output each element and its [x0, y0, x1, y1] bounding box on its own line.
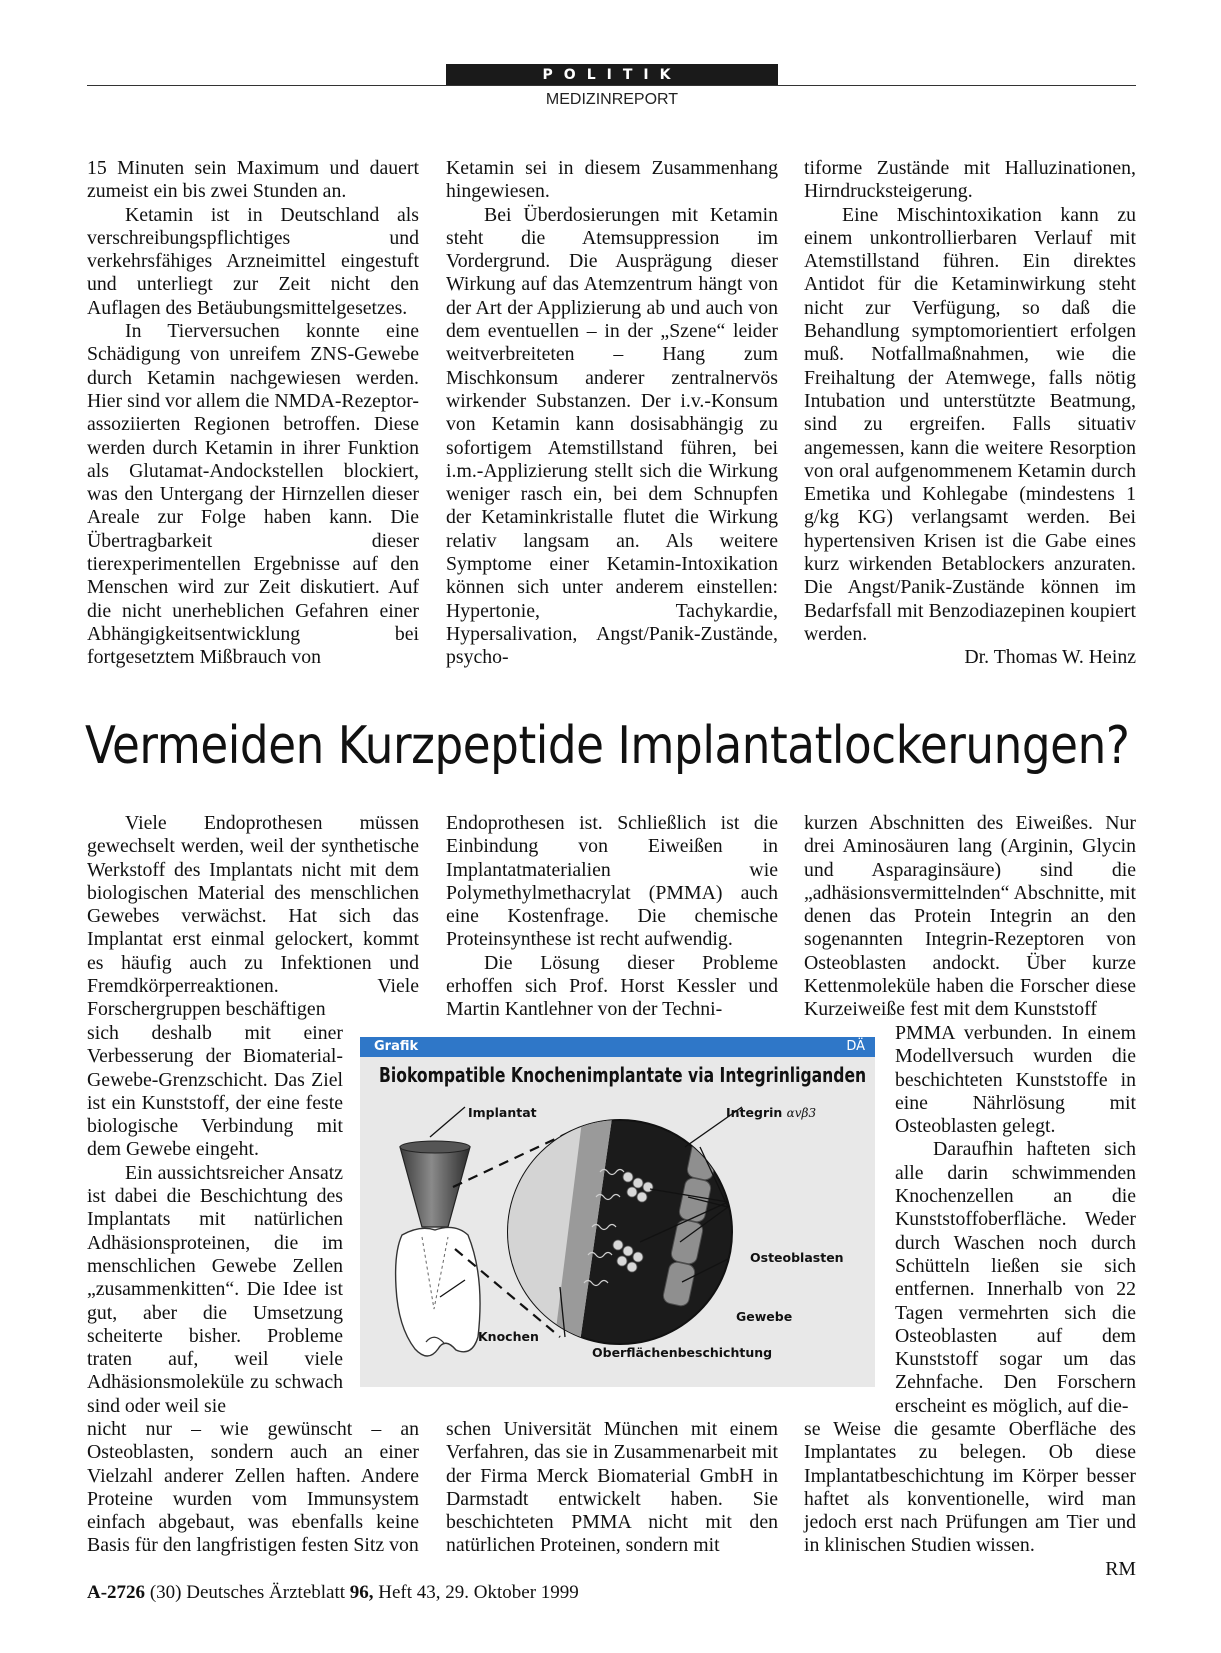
footer-journal: (30) Deutsches Ärzteblatt	[149, 1582, 346, 1603]
paragraph: Eine Mischintoxikation kann zu einem unkontrollierbaren Verlauf mit Atemstillstand führen. Ein direktes Antidot für die Ketaminwirkung steht nicht zur Verfügung, so daß die Behandlung symptomorientiert erfolgen muß. Notfallmaßnahmen, wie die Freihaltung der Atemwege, falls nötig Intubation und unterstützte Beatmung, sind zu ergreifen. Falls situativ angemessen, kann die weitere Resorption von oral aufgenommenem Ketamin durch Emetika und Kohlegabe (mindestens 1 g/kg KG) verlangsamt werden. Bei hypertensiven Krisen ist die Gabe eines kurz wirkenden Betablockers anzuraten. Die Angst/Panik-Zustände können im Bedarfsfall mit Benzodiazepinen koupiert werden.	[804, 203, 1136, 645]
paragraph: nicht nur – wie gewünscht – an Osteoblasten, sondern auch an einer Vielzahl anderer Zellen haften. Andere Proteine wurden vom Immunsystem einfach abgebaut, was ebenfalls keine Basis für den langfristigen festen Sitz von	[87, 1418, 419, 1557]
figure-source: DÄ	[846, 1039, 865, 1054]
top-article-column-1	[87, 157, 419, 670]
page-footer	[87, 1582, 579, 1604]
paragraph: Ketamin ist in Deutschland als verschreibungspflichtiges und verkehrsfähiges Arzneimittel eingestuft und unterliegt zur Zeit nicht den Auflagen des Betäubungsmittelgesetzes.	[87, 203, 419, 319]
main-column-2-bottom	[446, 1418, 778, 1558]
main-column-1-top	[87, 812, 419, 1022]
paragraph: se Weise die gesamte Oberfläche des Implantates zu belegen. Ob diese Implantatbeschichtung im Körper besser haftet als konventionelle, wird man jedoch erst nach Prüfungen am Tier und in klinischen Studien wissen.	[804, 1418, 1136, 1557]
paragraph: Ein aussichtsreicher Ansatz ist dabei die Beschichtung des Implantats mit natürlichen Adhäsionsproteinen, die im menschlichen Gewebe Zellen „zusammenkitten“. Die Idee ist gut, aber die Umsetzung scheiterte bisher. Probleme traten auf, weil viele Adhäsionsmoleküle zu schwach sind oder weil sie	[87, 1161, 343, 1417]
label-knochen: Knochen	[478, 1329, 539, 1344]
label-integrin-text: Integrin	[726, 1105, 783, 1120]
top-article-column-2	[446, 157, 778, 670]
main-column-3-top	[804, 812, 1136, 1022]
paragraph: Viele Endoprothesen müssen gewechselt werden, weil der synthetische Werkstoff des Implantats nicht mit dem biologischen Material des menschlichen Gewebes verwächst. Hat sich das Implantat erst einmal gelockert, kommt es häufig auch zu Infektionen und Fremdkörperreaktionen. Viele Forschergruppen beschäftigen	[87, 812, 419, 1021]
paragraph: In Tierversuchen konnte eine Schädigung von unreifem ZNS-Gewebe durch Ketamin nachgewiesen werden. Hier sind vor allem die NMDA-Rezeptor-assoziierten Regionen betroffen. Diese werden durch Ketamin in ihrer Funktion als Glutamat-Andockstellen blockiert, was den Untergang der Hirnzellen dieser Areale zur Folge haben kann. Die Übertragbarkeit dieser tierexperimentellen Ergebnisse auf den Menschen wird zur Zeit diskutiert. Auf die nicht unerheblichen Gefahren einer Abhängigkeitsentwicklung bei fortgesetztem Mißbrauch von	[87, 320, 419, 669]
main-column-3-bottom	[804, 1418, 1136, 1581]
main-column-1-narrow	[87, 1022, 343, 1418]
paragraph: 15 Minuten sein Maximum und dauert zumeist ein bis zwei Stunden an.	[87, 157, 419, 203]
paragraph: sich deshalb mit einer Verbesserung der Biomaterial-Gewebe-Grenzschicht. Das Ziel ist ein Kunststoff, der eine feste biologische Verbindung mit dem Gewebe eingeht.	[87, 1022, 343, 1161]
paragraph: Daraufhin hafteten sich alle darin schwimmenden Knochenzellen an die Kunststoffoberfläche. Weder durch Waschen noch durch Schütteln ließen sie sich entfernen. Innerhalb von 22 Tagen vermehrten sich die Osteoblasten auf dem Kunststoff sogar um das Zehnfache. Den Forschern erscheint es möglich, auf die-	[895, 1138, 1136, 1417]
label-integrin-subscript: αvβ3	[786, 1106, 817, 1120]
paragraph: Bei Überdosierungen mit Ketamin steht die Atemsuppression im Vordergrund. Die Ausprägung dieser Wirkung auf das Atemzentrum hängt von der Art der Applizierung ab und auch von dem eventuellen – in der „Szene“ leider weitverbreiteten – Hang zum Mischkonsum anderer zentralnervös wirkender Substanzen. Der i.v.-Konsum von Ketamin kann dosisabhängig zu sofortigem Atemstillstand führen, bei i.m.-Applizierung stellt sich die Wirkung weniger rasch ein, bei dem Schnupfen der Ketaminkristalle flutet die Wirkung relativ langsam an. Als weitere Symptome einer Ketamin-Intoxikation können sich unter anderem einstellen: Hypertonie, Tachykardie, Hypersalivation, Angst/Panik-Zustände, psycho-	[446, 203, 778, 669]
paragraph: tiforme Zustände mit Halluzinationen, Hirndrucksteigerung.	[804, 157, 1136, 203]
implant-illustration	[360, 1037, 875, 1387]
implant-cup-rim	[400, 1141, 470, 1153]
subsection-label: MEDIZINREPORT	[545, 91, 679, 108]
paragraph: PMMA verbunden. In einem Modellversuch wurden die beschichteten Kunststoffe in eine Nährlösung mit Osteoblasten gelegt.	[895, 1022, 1136, 1138]
section-label: POLITIK	[446, 64, 778, 86]
paragraph: schen Universität München mit einem Verfahren, das sie in Zusammenarbeit mit der Firma Merck Biomaterial GmbH in Darmstadt entwickelt haben. Sie beschichteten PMMA nicht mit den natürlichen Proteinen, sondern mit	[446, 1418, 778, 1557]
label-oberflaechenbeschichtung: Oberflächenbeschichtung	[592, 1345, 773, 1360]
paragraph: kurzen Abschnitten des Eiweißes. Nur drei Aminosäuren lang (Arginin, Glycin und Asparaginsäure) sind die „adhäsionsvermittelnden“ Abschnitte, mit denen das Protein Integrin an den sogenannten Integrin-Rezeptoren von Osteoblasten andockt. Über kurze Kettenmoleküle haben die Forscher diese Kurzeiweiße fest mit dem Kunststoff	[804, 812, 1136, 1021]
main-column-3-narrow	[895, 1022, 1136, 1418]
main-column-2-top	[446, 812, 778, 1022]
label-gewebe: Gewebe	[736, 1309, 793, 1324]
label-osteoblasten: Osteoblasten	[750, 1250, 844, 1265]
top-article-column-3	[804, 157, 1136, 670]
label-integrin	[726, 1105, 816, 1120]
figure-implant-diagram	[360, 1037, 875, 1387]
article-headline: Vermeiden Kurzpeptide Implantatlockerungen?	[85, 716, 1130, 776]
figure-tag: Grafik	[374, 1039, 419, 1054]
header-rule	[87, 85, 1136, 86]
page-number: A-2726	[87, 1582, 146, 1603]
footer-volume: 96,	[349, 1582, 374, 1603]
paragraph: Die Lösung dieser Probleme erhoffen sich Prof. Horst Kessler und Martin Kantlehner von der Techni-	[446, 951, 778, 1021]
paragraph: Ketamin sei in diesem Zusammenhang hingewiesen.	[446, 157, 778, 203]
footer-issue: Heft 43, 29. Oktober 1999	[378, 1582, 579, 1603]
author-signature: Dr. Thomas W. Heinz	[964, 646, 1136, 669]
label-implantat: Implantat	[468, 1105, 537, 1120]
implant-cup-shape	[400, 1147, 470, 1227]
main-column-1-bottom	[87, 1418, 419, 1558]
figure-title: Biokompatible Knochenimplantate via Integrinliganden	[379, 1063, 867, 1087]
paragraph: Endoprothesen ist. Schließlich ist die Einbindung von Eiweißen in Implantatmaterialien wie Polymethylmethacrylat (PMMA) auch eine Kostenfrage. Die chemische Proteinsynthese ist recht aufwendig.	[446, 812, 778, 951]
author-signature: RM	[1105, 1557, 1136, 1580]
